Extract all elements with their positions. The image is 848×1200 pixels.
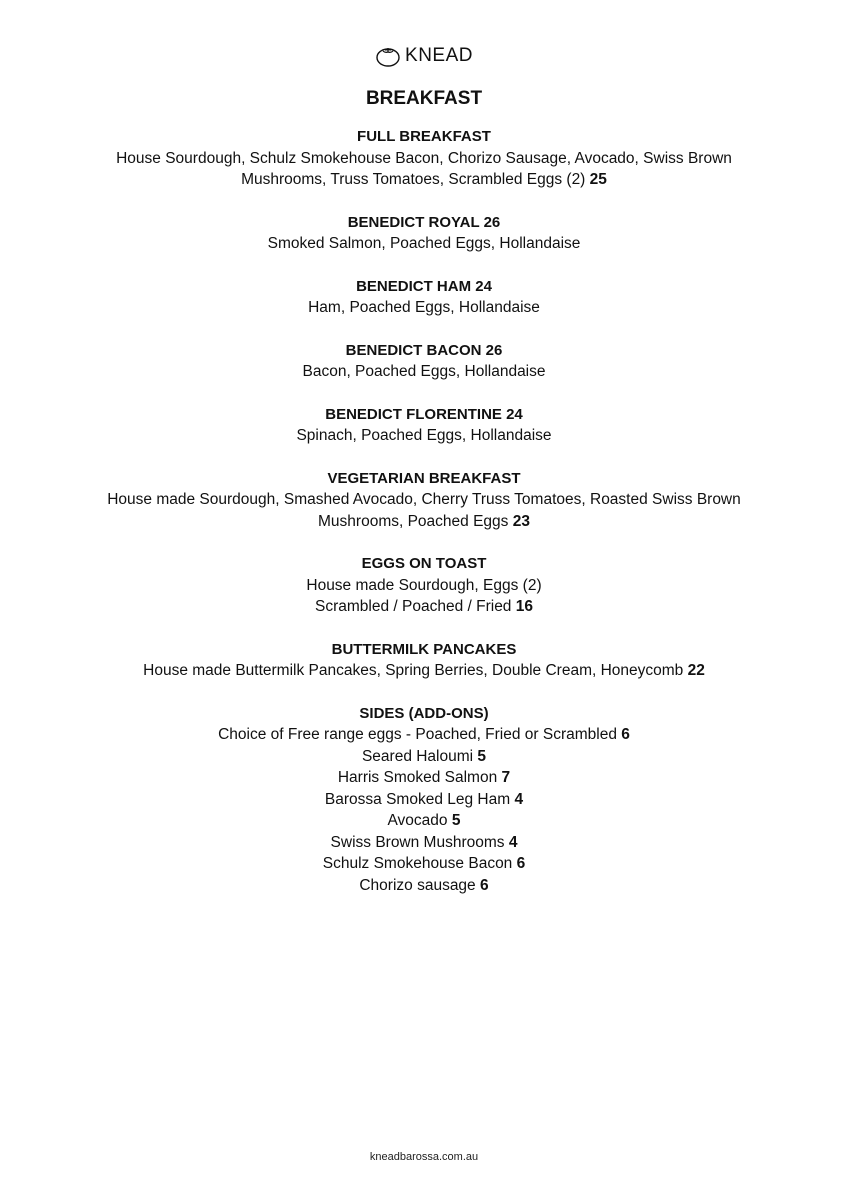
menu-item-text: Avocado bbox=[387, 812, 448, 829]
menu-item-title: BENEDICT HAM 24 bbox=[356, 277, 492, 295]
menu-item-description bbox=[0, 361, 848, 383]
menu-section bbox=[0, 276, 848, 319]
menu-item-text: House made Sourdough, Smashed Avocado, Cherry Truss Tomatoes, Roasted Swiss Brown bbox=[107, 491, 741, 508]
menu-item-price: 6 bbox=[516, 855, 526, 872]
menu-item-text: Ham, Poached Eggs, Hollandaise bbox=[308, 299, 540, 316]
menu-item-title: BENEDICT FLORENTINE 24 bbox=[325, 405, 523, 423]
menu-item-text: Chorizo sausage bbox=[359, 876, 476, 894]
menu-item-text: House Sourdough, Schulz Smokehouse Bacon, Chorizo Sausage, Avocado, Swiss Brown bbox=[116, 149, 732, 167]
menu-item-text: Bacon, Poached Eggs, Hollandaise bbox=[302, 363, 546, 380]
menu-item-text: Mushrooms, Truss Tomatoes, Scrambled Eggs (2) bbox=[241, 171, 586, 188]
menu-item-title: FULL BREAKFAST bbox=[357, 128, 491, 145]
menu-item-price: 6 bbox=[621, 726, 630, 743]
menu-item-title: SIDES (ADD-ONS) bbox=[359, 704, 489, 722]
menu-item-price: 4 bbox=[508, 833, 518, 851]
menu-item-text: Schulz Smokehouse Bacon bbox=[322, 855, 513, 872]
menu-item-price: 22 bbox=[687, 662, 705, 679]
menu-section bbox=[0, 703, 848, 897]
website-link[interactable]: kneadbarossa.com.au bbox=[369, 1151, 479, 1163]
menu-section bbox=[0, 468, 848, 533]
menu-item-description bbox=[0, 724, 848, 746]
menu-item-description bbox=[0, 853, 848, 875]
menu-item-text: Mushrooms, Poached Eggs bbox=[318, 512, 509, 530]
menu-item-text: Harris Smoked Salmon bbox=[337, 769, 498, 786]
menu-section bbox=[0, 340, 848, 383]
menu-item-title: EGGS ON TOAST bbox=[361, 555, 487, 572]
menu-item-price: 5 bbox=[477, 747, 487, 765]
menu-item-title: BENEDICT BACON 26 bbox=[345, 341, 503, 359]
menu-item-price: 25 bbox=[589, 171, 607, 188]
menu-item-text: Scrambled / Poached / Fried bbox=[315, 598, 512, 615]
menu-item-description bbox=[0, 767, 848, 789]
menu-item-text: House made Buttermilk Pancakes, Spring Berries, Double Cream, Honeycomb bbox=[143, 662, 684, 679]
menu-item-description bbox=[0, 297, 848, 319]
menu-item-description bbox=[0, 148, 848, 170]
menu-item-description bbox=[0, 660, 848, 682]
menu-item-description bbox=[0, 789, 848, 811]
menu-item-text: Choice of Free range eggs - Poached, Fried or Scrambled bbox=[218, 726, 617, 743]
tomato-icon bbox=[375, 45, 401, 67]
menu-item-description bbox=[0, 810, 848, 832]
menu-item-description bbox=[0, 596, 848, 618]
menu-item-description bbox=[0, 746, 848, 768]
menu-item-title: VEGETARIAN BREAKFAST bbox=[327, 469, 521, 487]
menu-section bbox=[0, 126, 848, 191]
menu-item-description bbox=[0, 875, 848, 897]
menu-list bbox=[0, 126, 848, 917]
menu-section bbox=[0, 212, 848, 255]
menu-item-description bbox=[0, 169, 848, 191]
page-title: BREAKFAST bbox=[365, 88, 483, 109]
menu-item-price: 6 bbox=[480, 876, 489, 894]
menu-item-price: 16 bbox=[515, 598, 533, 615]
menu-item-title: BUTTERMILK PANCAKES bbox=[331, 640, 517, 658]
menu-item-description bbox=[0, 511, 848, 533]
menu-item-text: Spinach, Poached Eggs, Hollandaise bbox=[296, 427, 552, 444]
menu-item-text: Smoked Salmon, Poached Eggs, Hollandaise bbox=[267, 235, 581, 252]
menu-item-price: 23 bbox=[512, 512, 530, 530]
menu-item-description bbox=[0, 832, 848, 854]
menu-section bbox=[0, 404, 848, 447]
menu-section bbox=[0, 639, 848, 682]
menu-item-description bbox=[0, 575, 848, 597]
brand-name: KNEAD bbox=[405, 45, 473, 66]
menu-item-price: 5 bbox=[451, 812, 461, 829]
menu-item-text: Swiss Brown Mushrooms bbox=[330, 833, 505, 851]
brand-logo bbox=[0, 45, 848, 67]
menu-item-description bbox=[0, 425, 848, 447]
menu-item-description bbox=[0, 233, 848, 255]
menu-item-price: 7 bbox=[501, 769, 511, 786]
menu-item-price: 4 bbox=[514, 790, 524, 808]
menu-section bbox=[0, 553, 848, 618]
menu-item-text: Barossa Smoked Leg Ham bbox=[324, 790, 511, 808]
menu-item-description bbox=[0, 489, 848, 511]
menu-item-text: House made Sourdough, Eggs (2) bbox=[306, 576, 542, 594]
menu-item-text: Seared Haloumi bbox=[361, 747, 474, 765]
menu-item-title: BENEDICT ROYAL 26 bbox=[347, 213, 501, 231]
